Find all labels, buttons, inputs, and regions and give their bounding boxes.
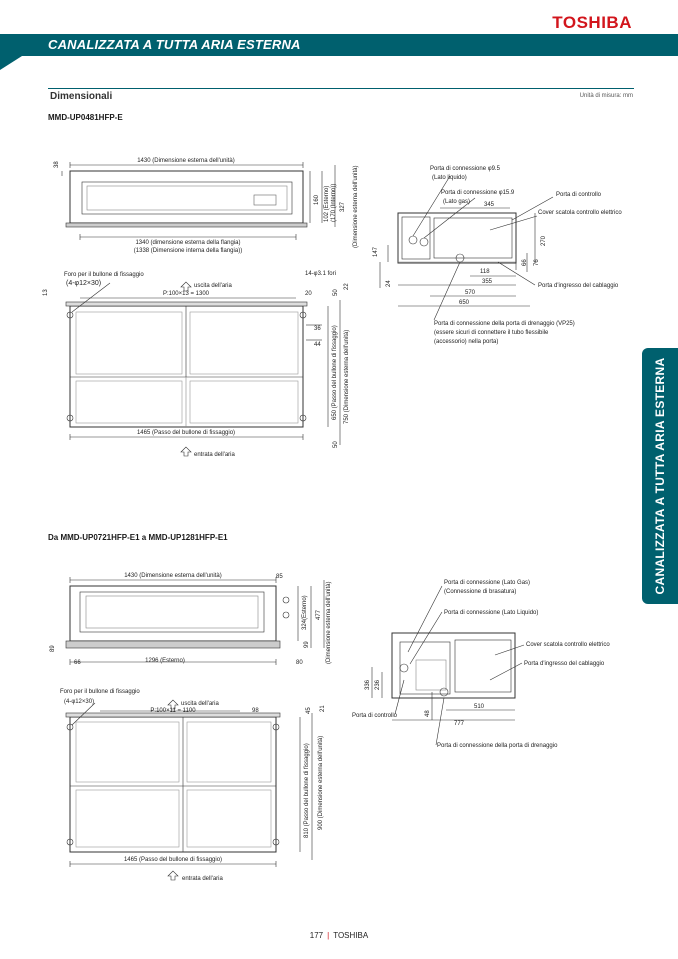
m2-side-p3: Cover scatola controllo elettrico xyxy=(526,642,610,648)
m2-side-d236: 236 xyxy=(375,679,381,690)
m1-side-p6: Porta di connessione della porta di drenaggio (VP25) xyxy=(434,321,575,327)
m2-side-d777: 777 xyxy=(454,721,465,727)
m1-front-dim-b1: 1340 (dimensione esterna della flangia) xyxy=(135,240,241,246)
m1-top-air-out: uscita dell'aria xyxy=(194,283,232,289)
toshiba-logo: TOSHIBA xyxy=(552,13,632,32)
m2-side-p6: Porta di connessione della porta di drenaggio xyxy=(437,743,558,749)
m1-top-holes: 14-φ3.1 fori xyxy=(305,271,336,277)
m1-front-dim-left: 38 xyxy=(54,161,60,168)
side-tab-label: CANALIZZATA A TUTTA ARIA ESTERNA xyxy=(653,357,667,595)
model1-title: MMD-UP0481HFP-E xyxy=(48,113,123,122)
m2-top-d45: 45 xyxy=(306,707,312,714)
m1-side-p2: Porta di connessione φ15.9 xyxy=(441,190,515,196)
m1-side-p3: Porta di controllo xyxy=(556,192,602,198)
m1-front-dim-r1: 160 xyxy=(314,194,320,205)
m2-front-d66: 66 xyxy=(74,660,81,666)
m1-top-air-in: entrata dell'aria xyxy=(194,452,235,458)
m1-side-p1b: (Lato liquido) xyxy=(432,175,467,181)
m1-top-v650: 650 (Passo del bullone di fissaggio) xyxy=(332,325,338,420)
m1-top-pitch: P:100×13 = 1300 xyxy=(162,291,210,297)
section-title: Dimensionali xyxy=(50,91,113,102)
m2-front-r1: 324(Esterno) xyxy=(302,595,308,630)
m2-side-p4: Porta d'ingresso del cablaggio xyxy=(524,661,605,667)
m1-front-dim-b2: (1338 (Dimensione interna della flangia)) xyxy=(133,248,243,254)
m2-top-air-out: uscita dell'aria xyxy=(181,701,219,707)
m2-front-view xyxy=(66,577,324,665)
footer-separator: | xyxy=(327,931,330,940)
m2-front-d80: 80 xyxy=(296,660,303,666)
m2-top-pitch: P:100×11 = 1100 xyxy=(150,708,196,714)
m1-front-dim-top: 1430 (Dimensione esterna dell'unità) xyxy=(137,158,235,164)
m2-side-d48: 48 xyxy=(425,710,431,717)
m2-front-r2: 99 xyxy=(304,641,310,648)
m1-top-d50b: 50 xyxy=(333,441,339,448)
m1-side-d147: 147 xyxy=(373,246,379,257)
m1-top-hole-a: Foro per il bullone di fissaggio xyxy=(64,272,144,278)
m1-top-v750: 750 (Dimensione esterna dell'unità) xyxy=(344,329,350,424)
m2-front-d89: 89 xyxy=(50,645,56,652)
m2-top-d98: 98 xyxy=(252,708,259,714)
m2-top-d21: 21 xyxy=(320,705,326,712)
m1-front-view xyxy=(62,162,335,240)
page-number: 177 xyxy=(309,931,324,940)
m1-top-d20: 20 xyxy=(305,291,312,297)
m2-side-d510: 510 xyxy=(474,704,485,710)
m1-side-d118: 118 xyxy=(480,269,490,275)
m1-top-bolt: 1465 (Passo del bullone di fissaggio) xyxy=(136,430,236,436)
m1-side-d650: 650 xyxy=(459,300,470,306)
m1-front-dim-r5: (Dimensione esterna dell'unità) xyxy=(353,165,359,248)
m1-side-p6b: (essere sicuri di connettere il tubo flessibile xyxy=(434,330,549,336)
m2-top-v900: 900 (Dimensione esterna dell'unità) xyxy=(318,735,324,830)
m2-side-d336: 336 xyxy=(365,679,371,690)
m1-top-d13: 13 xyxy=(43,289,49,296)
m1-top-d22: 22 xyxy=(344,283,350,290)
m1-side-d345: 345 xyxy=(484,202,495,208)
m2-top-v810: 810 (Passo del bullone di fissaggio) xyxy=(304,743,310,838)
m2-front-d85: 85 xyxy=(276,574,283,580)
m1-side-d24: 24 xyxy=(386,280,392,287)
m1-side-p2b: (Lato gas) xyxy=(443,199,471,205)
footer-brand: TOSHIBA xyxy=(333,931,369,940)
m2-side-p1b: (Connessione di brasatura) xyxy=(444,589,517,595)
m2-front-dim-top: 1430 (Dimensione esterna dell'unità) xyxy=(124,573,222,579)
m2-top-air-in: entrata dell'aria xyxy=(182,876,223,882)
m1-top-d44: 44 xyxy=(314,342,321,348)
m1-side-p5: Porta d'ingresso del cablaggio xyxy=(538,283,619,289)
m1-side-p4: Cover scatola controllo elettrico xyxy=(538,210,622,216)
m2-side-p2: Porta di connessione (Lato Liquido) xyxy=(444,610,539,616)
m1-side-d76: 76 xyxy=(534,259,540,266)
m2-top-view xyxy=(66,700,312,880)
m2-front-r3: 477 xyxy=(316,609,322,620)
m1-top-d36: 36 xyxy=(314,326,321,332)
m1-front-dim-r3: (170 (Interno)) xyxy=(331,183,337,222)
m1-side-d270: 270 xyxy=(541,235,547,246)
m1-top-hole-b: (4-φ12×30) xyxy=(66,280,102,287)
m1-side-p6c: (accessorio) nella porta) xyxy=(434,339,499,345)
m1-side-p1: Porta di connessione φ9.5 xyxy=(430,166,500,172)
m1-side-d570: 570 xyxy=(465,290,476,296)
m2-top-hole-a: Foro per il bullone di fissaggio xyxy=(60,689,140,695)
m2-top-bolt: 1465 (Passo del bullone di fissaggio) xyxy=(123,857,223,863)
m2-front-r4: (Dimensione esterna dell'unità) xyxy=(326,581,332,664)
m1-front-dim-r4: 327 xyxy=(340,201,346,212)
m2-side-p5: Porta di controllo xyxy=(352,713,398,719)
m1-side-d355: 355 xyxy=(482,279,493,285)
m1-front-dim-r2: 102 (Esterno) xyxy=(324,185,330,222)
m2-side-p1: Porta di connessione (Lato Gas) xyxy=(444,580,531,586)
m2-top-hole-b: (4-φ12×30) xyxy=(64,699,95,705)
page-footer xyxy=(0,931,678,940)
m1-side-view xyxy=(380,176,553,320)
m2-front-d1296: 1296 (Esterno) xyxy=(145,658,185,664)
m1-top-d50a: 50 xyxy=(333,289,339,296)
unit-note: Unità di misura: mm xyxy=(579,93,633,99)
page-title: CANALIZZATA A TUTTA ARIA ESTERNA xyxy=(48,37,301,52)
m1-side-d66: 66 xyxy=(522,259,528,266)
model2-title: Da MMD-UP0721HFP-E1 a MMD-UP1281HFP-E1 xyxy=(48,533,228,542)
